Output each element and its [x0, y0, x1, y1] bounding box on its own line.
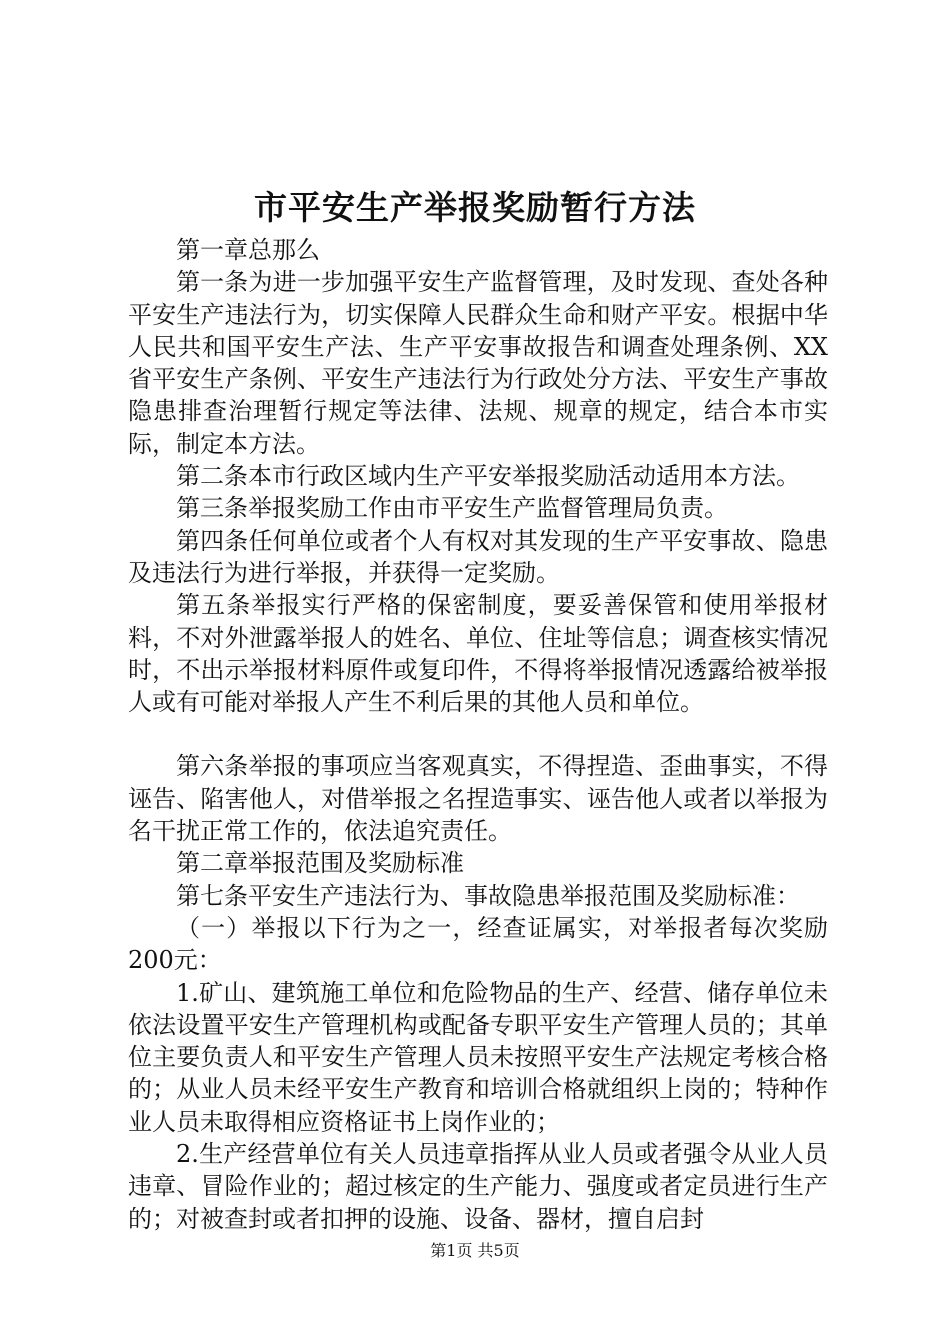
page-number-footer: 第1页 共5页: [430, 1241, 520, 1260]
chapter-heading: 第二章举报范围及奖励标准: [176, 849, 464, 878]
chapter-heading: 第一章总那么: [176, 236, 320, 264]
article-paragraph: 第三条举报奖励工作由市平安生产监督管理局负责。: [176, 494, 728, 523]
article-paragraph: 第一条为进一步加强平安生产监督管理，及时发现、查处各种平安生产违法行为，切实保障人民群众生命和财产平安。根据中华人民共和国平安生产法、生产平安事故报告和调查处理条例、XX省平安生产条例、平安生产违法行为行政处分方法、平安生产事故隐患排查治理暂行规定等法律、法规、规章的规定，结合本市实际，制定本方法。: [128, 268, 828, 458]
document-body: [128, 234, 828, 1235]
clause-paragraph: （一）举报以下行为之一，经查证属实，对举报者每次奖励200元：: [128, 913, 828, 975]
list-item: 1.矿山、建筑施工单位和危险物品的生产、经营、储存单位未依法设置平安生产管理机构或配备专职平安生产管理人员的；其单位主要负责人和平安生产管理人员未按照平安生产法规定考核合格的；从业人员未经平安生产教育和培训合格就组织上岗的；特种作业人员未取得相应资格证书上岗作业的；: [128, 978, 828, 1136]
article-paragraph: 第四条任何单位或者个人有权对其发现的生产平安事故、隐患及违法行为进行举报，并获得一定奖励。: [128, 526, 828, 587]
list-item: 2.生产经营单位有关人员违章指挥从业人员或者强令从业人员违章、冒险作业的；超过核定的生产能力、强度或者定员进行生产的；对被查封或者扣押的设施、设备、器材，擅自启封: [128, 1140, 828, 1233]
document-title: 市平安生产举报奖励暂行方法: [254, 188, 696, 227]
article-paragraph: 第七条平安生产违法行为、事故隐患举报范围及奖励标准：: [176, 881, 800, 910]
article-paragraph: 第六条举报的事项应当客观真实，不得捏造、歪曲事实，不得诬告、陷害他人，对借举报之名捏造事实、诬告他人或者以举报为名干扰正常工作的，依法追究责任。: [128, 752, 828, 846]
article-paragraph: 第五条举报实行严格的保密制度，要妥善保管和使用举报材料，不对外泄露举报人的姓名、单位、住址等信息；调查核实情况时，不出示举报材料原件或复印件，不得将举报情况透露给被举报人或有可能对举报人产生不利后果的其他人员和单位。: [128, 591, 828, 717]
article-paragraph: 第二条本市行政区域内生产平安举报奖励活动适用本方法。: [176, 462, 800, 491]
